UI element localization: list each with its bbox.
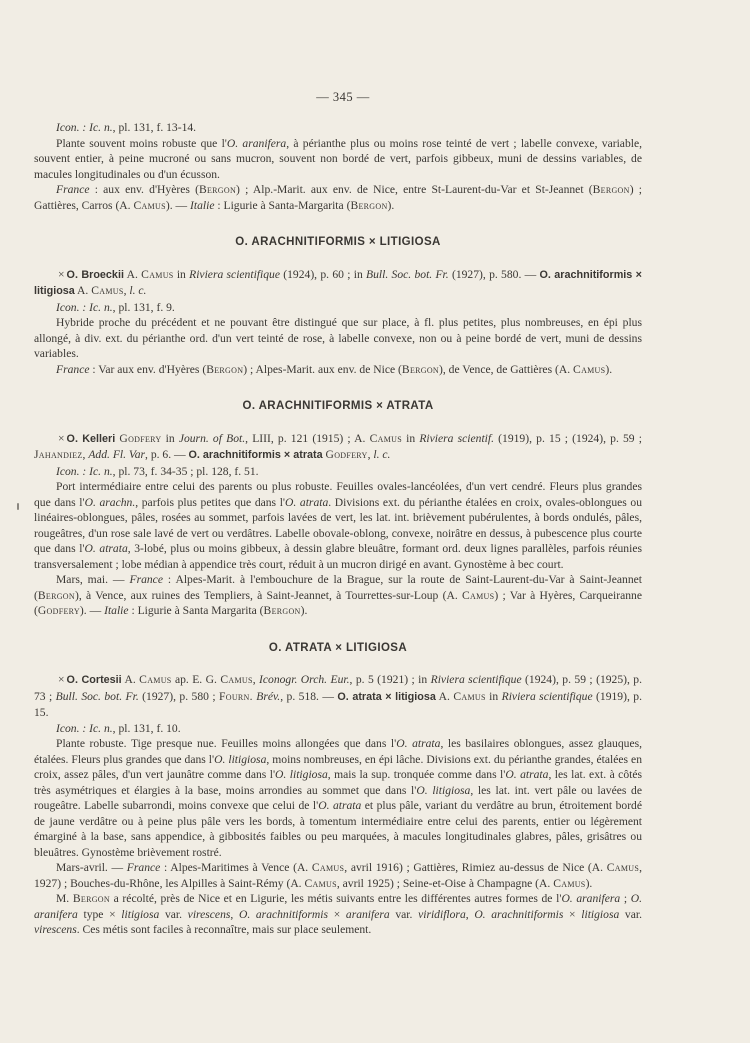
page-number: — 345 — — [316, 90, 370, 104]
distribution-paragraph: France : Var aux env. d'Hyères (Bergon) ; Alpes-Marit. aux env. de Nice (Bergon), de Vence, de Gattières (A. Camus). — [56, 362, 613, 376]
section-heading: O. ARACHNITIFORMIS × LITIGIOSA — [235, 236, 441, 248]
iconography-line: Icon. : Ic. n., pl. 131, f. 10. — [56, 721, 181, 735]
synonymy-paragraph: × O. Broeckii A. Camus in Riviera scientifique (1924), p. 60 ; in Bull. Soc. bot. Fr. (1927), p. 580. — O. arachnitiformis × litigiosa A. Camus, l. c. — [34, 267, 642, 297]
description-paragraph: Port intermédiaire entre celui des parents ou plus robuste. Feuilles ovales-lancéolées, d'un vert cendré. Fleurs plus grandes que dans l'O. arachn., parfois plus petites que dans l'O. atrata. Divisions ext. du périanthe étalées en croix, ovales-oblongues ou linéaires-oblongues, pâles, rosées au sommet, parfois lavées de vert, les lat. int. brièvement pubérulentes, à bords ondulés, pâles, rougeâtres, d'un rose sale lavé de vert ou verdâtres. Labelle obovale-oblong, convexe, noirâtre en dessus, à pubescence plus courte que dans l'O. atrata, 3-lobé, plus ou moins gibbeux, à dessin glabre bleuâtre, formant ord. deux lignes parallèles, parfois réunies transversalement ; lobe médian à appendice très court, réduit à un mucron dirigé en avant. Gynostème à bec court. — [34, 480, 643, 571]
iconography-line: Icon. : Ic. n., pl. 131, f. 13-14. — [56, 121, 197, 134]
synonymy-paragraph: × O. Kelleri Godfery in Journ. of Bot., LIII, p. 121 (1915) ; A. Camus in Riviera scientif. (1919), p. 15 ; (1924), p. 59 ; Jahandiez, Add. Fl. Var, p. 6. — O. arachnitiformis × atrata Godfery, l. c. — [34, 431, 642, 461]
page-body — [34, 120, 642, 938]
section-heading: O. ARACHNITIFORMIS × ATRATA — [242, 400, 434, 412]
distribution-paragraph: France : aux env. d'Hyères (Bergon) ; Alp.-Marit. aux env. de Nice, entre St-Laurent-du-Var et St-Jeannet (Bergon) ; Gattières, Carros (A. Camus). — Italie : Ligurie à Santa-Margarita (Bergon). — [34, 183, 642, 212]
iconography-line: Icon. : Ic. n., pl. 131, f. 9. — [56, 300, 175, 314]
margin-mark — [17, 503, 19, 510]
description-paragraph: Plante robuste. Tige presque nue. Feuilles moins allongées que dans l'O. atrata, les basilaires oblongues, assez glauques, étalées. Fleurs plus grandes que dans l'O. litigiosa, moins nombreuses, en épi lâche. Divisions ext. du périanthe grandes, étalées en croix, assez pâles, d'un vert jaunâtre comme dans l'O. litigiosa, mais la sup. tronquée comme dans l'O. atrata, les lat. ext. à côtés très asymétriques et élargies à la base, moins arrondies au sommet que dans l'O. litigiosa, les lat. int. vert pâle ou lavées de rougeâtre. Labelle subarrondi, moins convexe que celui de l'O. atrata et plus pâle, variant du verdâtre au brun, étroitement bordé de jaune verdâtre ou à peine plus pâle vers les bords, à tomentum intermédiaire entre celui des parents, entier ou légèrement émarginé à la base, sans appendice, à gibbosités faibles ou peu marquées, à macules longitudinales glabres, pâles, grisâtres ou bleuâtres. Gynostème brièvement rostré. — [34, 737, 643, 859]
section-heading: O. ATRATA × LITIGIOSA — [268, 641, 408, 654]
distribution-paragraph: Mars-avril. — France : Alpes-Maritimes à Vence (A. Camus, avril 1916) ; Gattières, Rimiez au-dessus de Nice (A. Camus, 1927) ; Bouches-du-Rhône, les Alpilles à Saint-Rémy (A. Camus, avril 1925) ; Seine-et-Oise à Champagne (A. Camus). — [34, 861, 642, 890]
iconography-line: Icon. : Ic. n., pl. 73, f. 34-35 ; pl. 128, f. 51. — [56, 464, 259, 478]
description-paragraph: Plante souvent moins robuste que l'O. aranifera, à périanthe plus ou moins rose teinté de vert ; labelle convexe, variable, souvent entier, à peine mucroné ou sans mucron, souvent non bordé de vert, parfois gibbeux, muni de dessins variables, de macules longitudinales ou d'un écusson. — [34, 136, 643, 181]
description-paragraph: Hybride proche du précédent et ne pouvant être distingué que sur place, à fl. plus petites, plus nombreuses, en épi plus allongé, à div. ext. du périanthe ord. d'un vert teinté de rose, à labelle convexe, non ou à peine bordé de vert, muni de dessins variables. — [34, 316, 642, 360]
distribution-paragraph: Mars, mai. — France : Alpes-Marit. à l'embouchure de la Brague, sur la route de Saint-Laurent-du-Var à Saint-Jeannet (Bergon), à Vence, aux ruines des Templiers, à Saint-Jeannet, à Tourrettes-sur-Loup (A. Camus) ; Var à Hyères, Carqueiranne (Godfery). — Italie : Ligurie à Santa Margarita (Bergon). — [34, 573, 642, 617]
closing-paragraph: M. Bergon a récolté, près de Nice et en Ligurie, les métis suivants entre les différentes autres formes de l'O. aranifera ; O. aranifera type × litigiosa var. virescens, O. arachnitiformis × aranifera var. viridiflora, O. arachnitiformis × litigiosa var. virescens. Ces métis sont faciles à reconnaître, mais sur place seulement. — [34, 892, 642, 936]
synonymy-paragraph: × O. Cortesii A. Camus ap. E. G. Camus, Iconogr. Orch. Eur., p. 5 (1921) ; in Riviera scientifique (1924), p. 59 ; (1925), p. 73 ; Bull. Soc. bot. Fr. (1927), p. 580 ; Fourn. Brév., p. 518. — O. atrata × litigiosa A. Camus in Riviera scientifique (1919), p. 15. — [34, 673, 643, 719]
